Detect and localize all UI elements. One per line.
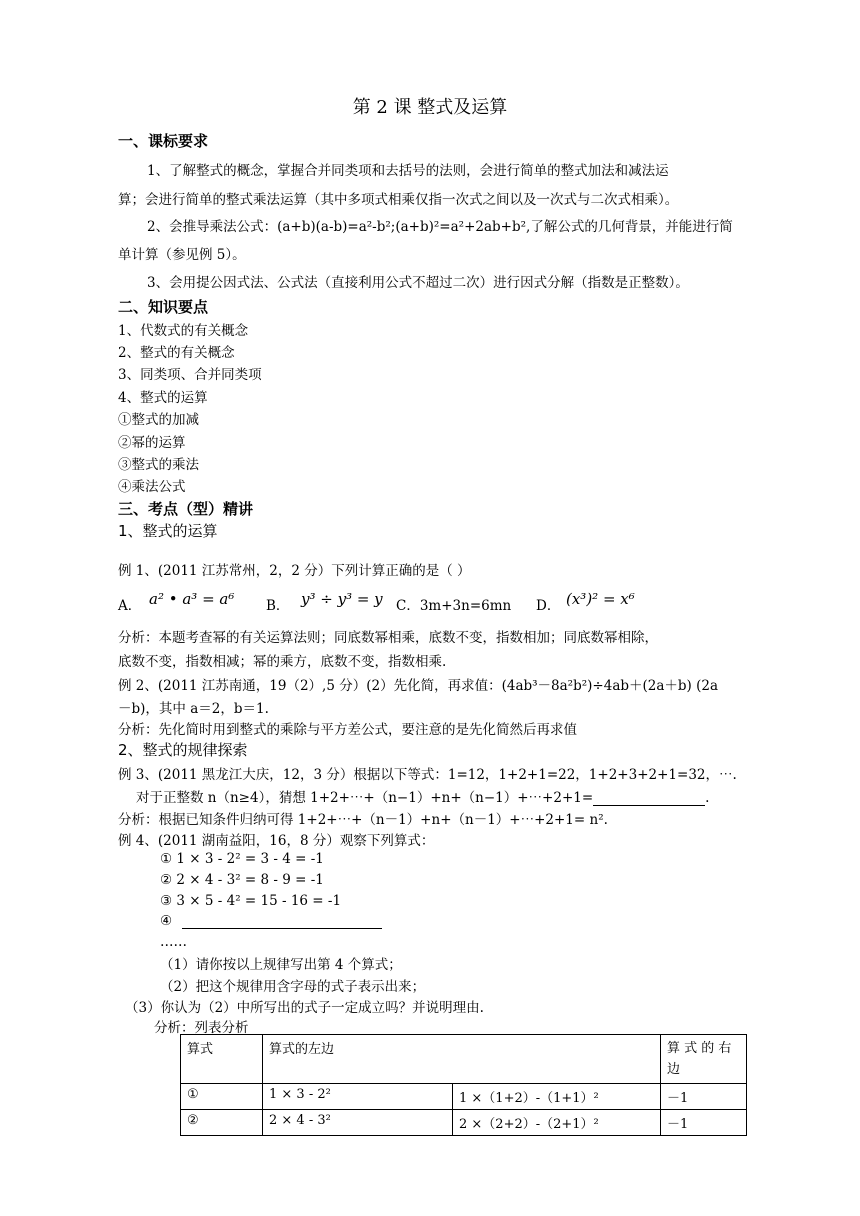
requirement-2-line-1: 2、会推导乘法公式：(a+b)(a-b)=a²-b²;(a+b)²=a²+2ab+b²,了解公式的几何背景，并能进行简 (147, 219, 733, 235)
example-3-line-2 (136, 786, 709, 806)
knowledge-item: 4、整式的运算 (118, 390, 208, 406)
table-cell: ② (181, 1110, 263, 1136)
example-1-option-a-label: A． (118, 598, 142, 614)
example-2-analysis: 分析：先化简时用到整式的乘除与平方差公式，要注意的是先化简然后再求值 (118, 722, 577, 738)
answer-blank[interactable] (593, 791, 705, 806)
table-cell: 1 × 3 - 2² (263, 1084, 453, 1110)
example-3-question-end: . (705, 790, 710, 806)
section-heading-requirements: 一、课标要求 (118, 132, 209, 150)
example-4-question-3: （3）你认为（2）中所写出的式子一定成立吗？并说明理由. (125, 1000, 484, 1016)
knowledge-item: ③整式的乘法 (118, 457, 199, 473)
knowledge-item: ②幂的运算 (118, 435, 186, 451)
page-title: 第 2 课 整式及运算 (352, 97, 508, 118)
table-header-cell: 算式的左边 (263, 1035, 661, 1084)
requirement-1-line-2: 算；会进行简单的整式乘法运算（其中多项式相乘仅指一次式之间以及一次式与二次式相乘）。 (118, 192, 679, 208)
knowledge-item: 1、代数式的有关概念 (118, 323, 249, 339)
table-cell: －1 (661, 1110, 747, 1136)
example-1-analysis-line-2: 底数不变，指数相减；幂的乘方，底数不变，指数相乘. (118, 654, 447, 670)
example-4-formula-4-label: ④ (160, 913, 173, 929)
table-cell: －1 (661, 1084, 747, 1110)
example-4-analysis: 分析：列表分析 (154, 1020, 249, 1036)
example-3-analysis: 分析：根据已知条件归纳可得 1+2+⋯+（n－1）+n+（n－1）+⋯+2+1= n². (118, 812, 608, 828)
table-cell: 2 × 4 - 3² (263, 1110, 453, 1136)
example-4-ellipsis: …… (160, 934, 187, 950)
analysis-table (180, 1034, 747, 1136)
example-4-stem: 例 4、(2011 湖南益阳，16，8 分）观察下列算式： (118, 833, 435, 849)
example-1-option-d-label: D． (536, 598, 561, 614)
knowledge-item: ①整式的加减 (118, 412, 199, 428)
example-4-formula-4 (160, 913, 382, 929)
table-header-cell: 算 式 的 右 边 (661, 1035, 747, 1084)
knowledge-item: ④乘法公式 (118, 479, 186, 495)
requirement-1-line-1: 1、了解整式的概念，掌握合并同类项和去括号的法则，会进行简单的整式加法和减法运 (147, 163, 669, 179)
table-row (181, 1084, 747, 1110)
example-1-option-c: C．3m+3n=6mn (396, 598, 512, 614)
requirement-3: 3、会用提公因式法、公式法（直接利用公式不超过二次）进行因式分解（指数是正整数）。 (147, 275, 689, 291)
section-heading-exam-points: 三、考点（型）精讲 (118, 500, 254, 518)
example-2-line-1: 例 2、(2011 江苏南通，19（2）,5 分）(2）先化简，再求值：(4ab³－8a²b²)÷4ab＋(2a＋b) (2a (118, 678, 719, 694)
example-3-line-1: 例 3、(2011 黑龙江大庆，12，3 分）根据以下等式：1=12，1+2+1=22，1+2+3+2+1=32，⋯. (118, 767, 737, 783)
knowledge-item: 2、整式的有关概念 (118, 345, 235, 361)
example-2-line-2: －b)，其中 a＝2，b＝1. (118, 701, 269, 717)
example-1-option-d: (x³)² = x⁶ (566, 590, 635, 608)
table-cell: 2 ×（2+2）-（2+1）² (453, 1110, 661, 1136)
example-1-stem: 例 1、(2011 江苏常州，2，2 分）下列计算正确的是（ ） (118, 563, 471, 579)
example-4-formula-3: ③ 3 × 5 - 4² = 15 - 16 = -1 (160, 893, 342, 909)
example-4-formula-1: ① 1 × 3 - 2² = 3 - 4 = -1 (160, 851, 324, 867)
example-1-option-b-label: B． (266, 598, 290, 614)
subsection-heading-patterns: 2、整式的规律探索 (118, 741, 248, 759)
example-1-analysis-line-1: 分析：本题考查幂的有关运算法则；同底数幂相乘，底数不变，指数相加；同底数幂相除， (118, 630, 658, 646)
answer-blank[interactable] (182, 914, 382, 929)
table-row (181, 1110, 747, 1136)
example-1-option-b: y³ ÷ y³ = y (301, 590, 383, 608)
section-heading-knowledge: 二、知识要点 (118, 298, 209, 316)
knowledge-item: 3、同类项、合并同类项 (118, 367, 262, 383)
table-header-row (181, 1035, 747, 1084)
subsection-heading-operations: 1、整式的运算 (118, 522, 218, 540)
example-4-question-1: （1）请你按以上规律写出第 4 个算式； (160, 957, 402, 973)
example-4-formula-2: ② 2 × 4 - 3² = 8 - 9 = -1 (160, 872, 324, 888)
example-4-question-2: （2）把这个规律用含字母的式子表示出来； (160, 979, 426, 995)
table-cell: ① (181, 1084, 263, 1110)
example-3-question: 对于正整数 n（n≥4），猜想 1+2+⋯+（n−1）+n+（n−1）+⋯+2+1= (136, 790, 594, 806)
requirement-2-line-2: 单计算（参见例 5）。 (118, 247, 246, 263)
table-cell: 1 ×（1+2）-（1+1）² (453, 1084, 661, 1110)
example-1-option-a: a² • a³ = a⁶ (149, 590, 235, 608)
table-header-cell: 算式 (181, 1035, 263, 1084)
